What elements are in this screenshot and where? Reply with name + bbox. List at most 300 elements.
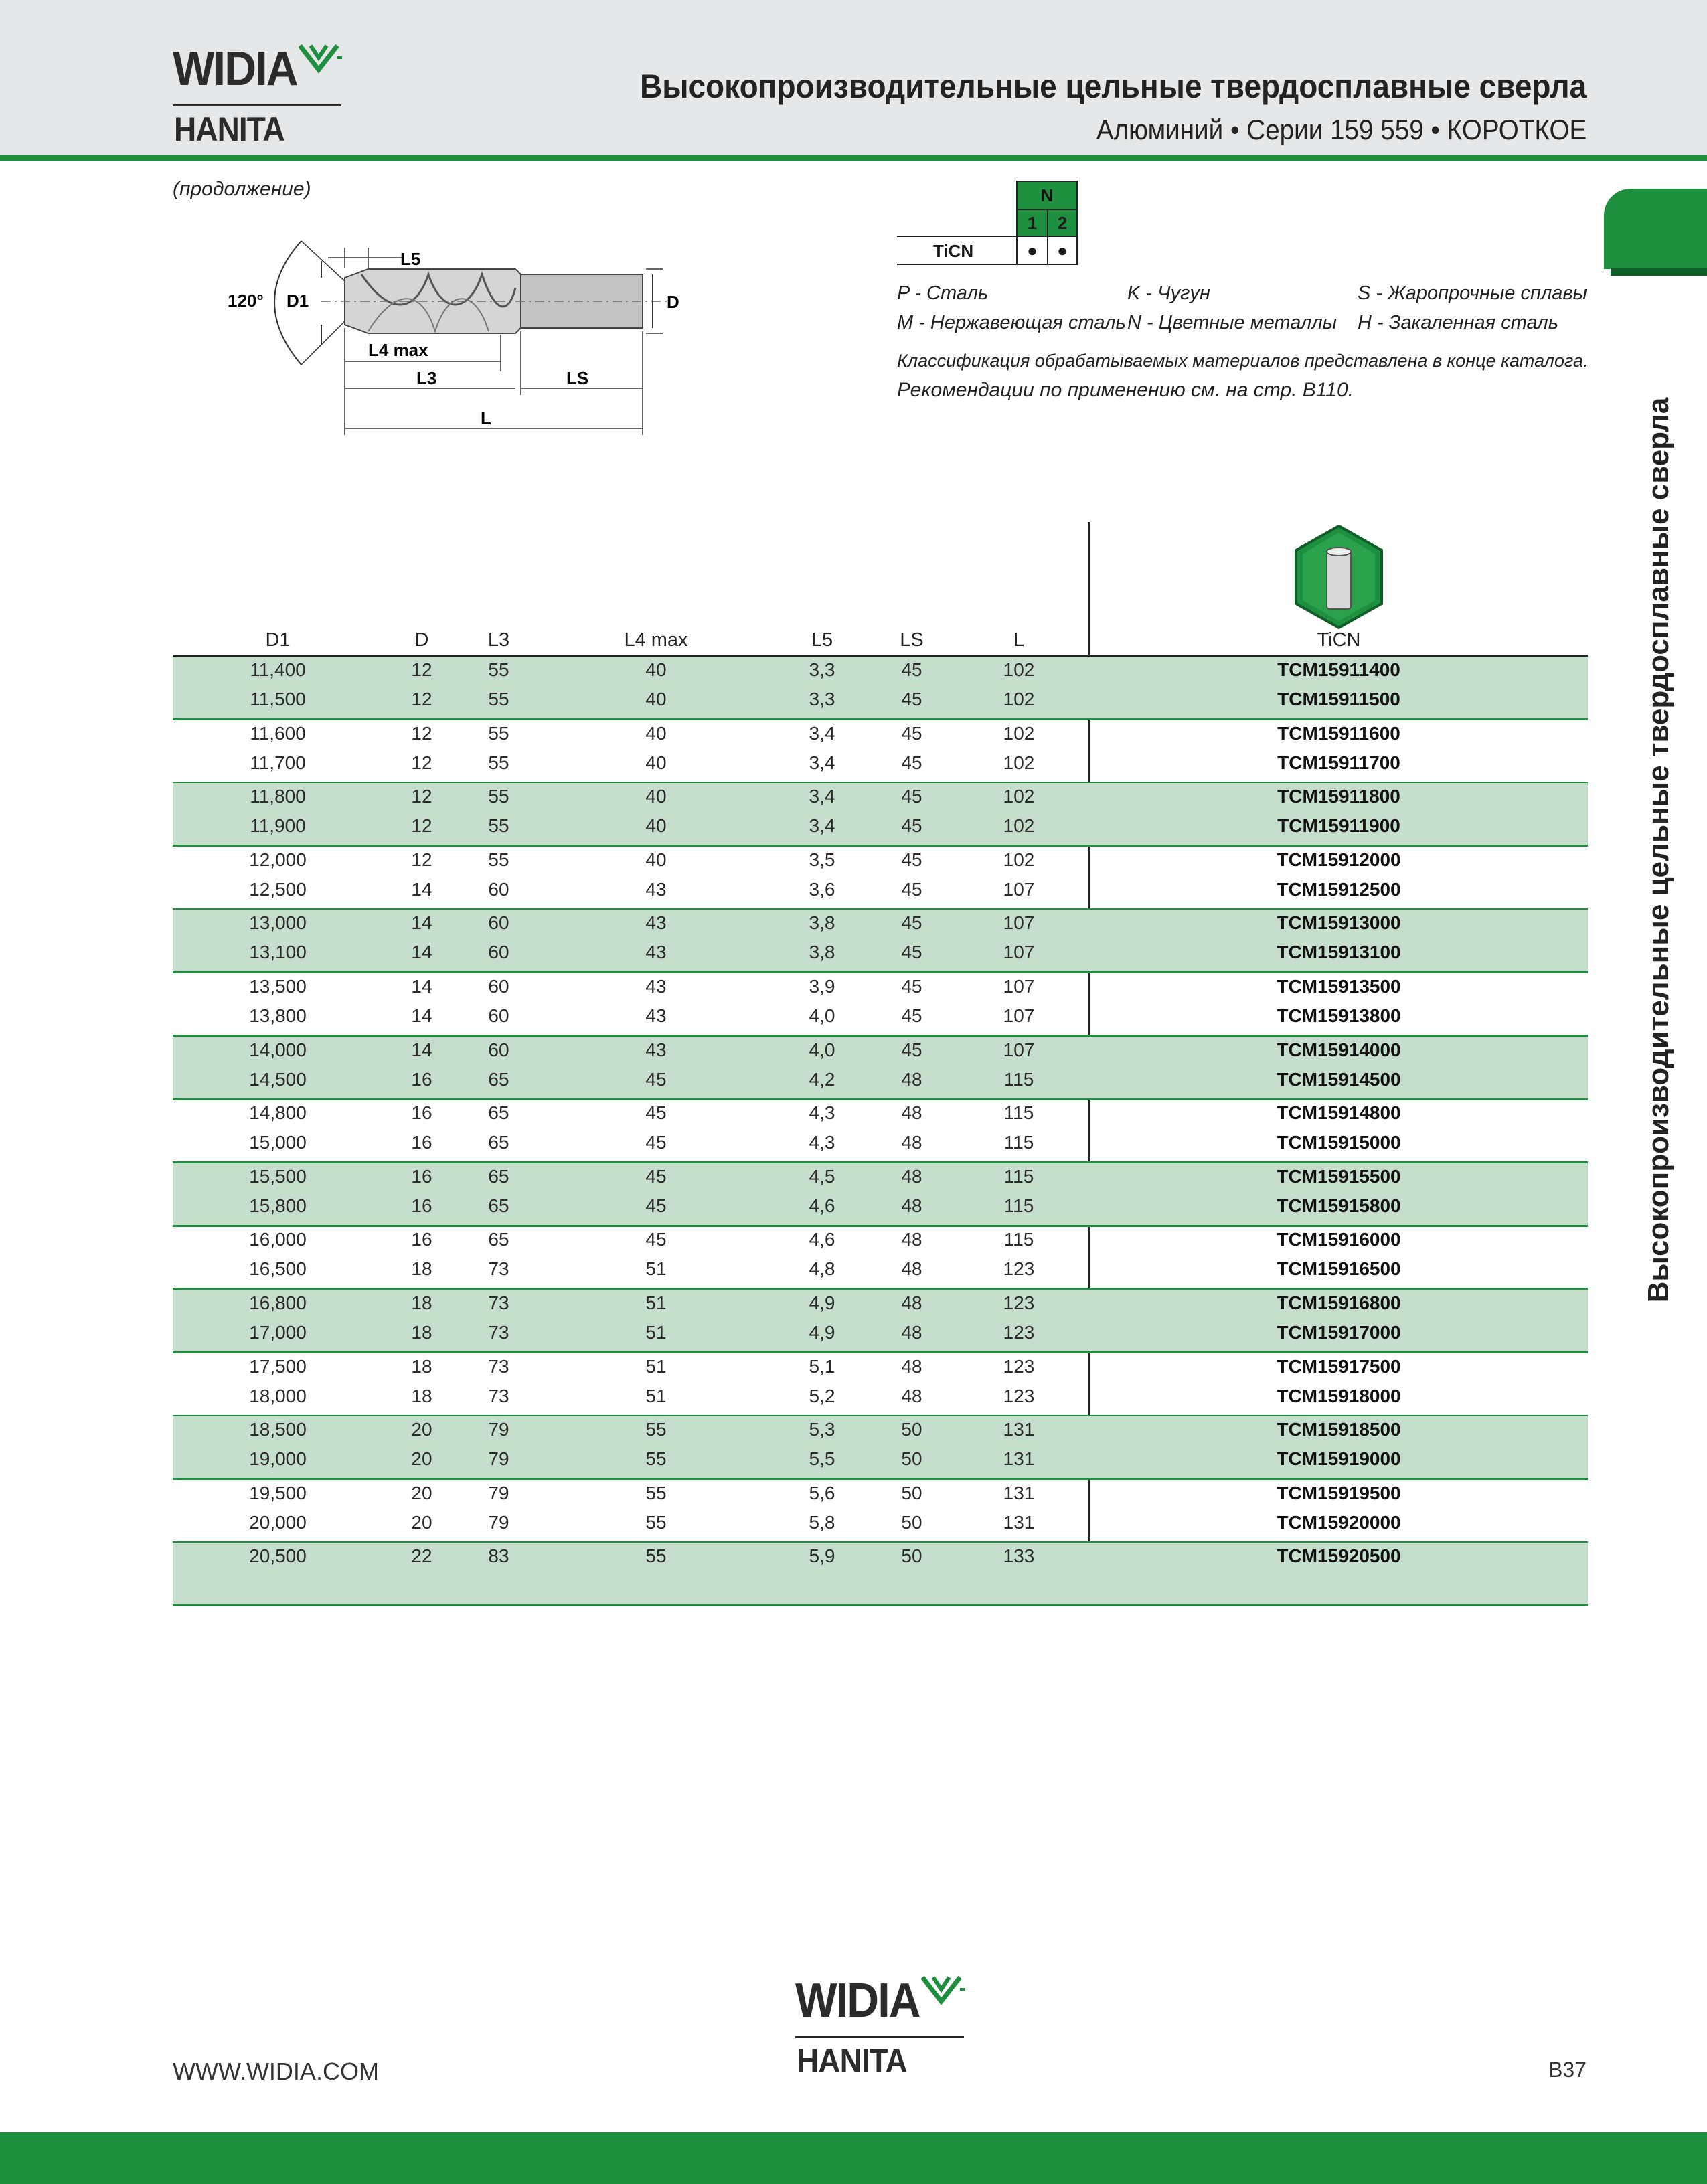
header-rule [0,155,1707,161]
table-row-group [173,1353,1588,1417]
cell-d: 18 [411,1355,432,1377]
cell-l: 123 [1003,1385,1035,1406]
cell-l3: 55 [488,752,509,773]
table-row [173,1226,1588,1256]
cell-code: TCM15915000 [1277,1132,1401,1153]
cell-d1: 17,500 [249,1355,307,1377]
cell-d1: 11,900 [250,815,306,837]
cell-d: 12 [411,689,432,709]
cell-d1: 13,000 [249,912,307,934]
cell-l3: 79 [488,1482,509,1503]
cell-l5: 5,9 [809,1545,835,1567]
material-subgroup-1: 1 [1016,209,1048,237]
column-header-l5: L5 [811,629,833,651]
cell-l5: 5,8 [809,1511,835,1533]
cell-d: 20 [411,1419,432,1440]
legend-p: P - Сталь [897,282,989,304]
cell-l4max: 45 [645,1195,667,1216]
material-subgroup-2: 2 [1047,209,1078,237]
cell-d1: 14,800 [249,1102,307,1124]
cell-l: 102 [1003,849,1035,870]
cell-d: 16 [411,1068,432,1090]
cell-code: TCM15920500 [1277,1545,1401,1567]
cell-code: TCM15918500 [1277,1419,1401,1440]
cell-l5: 4,0 [809,1039,835,1060]
diagram-label-angle: 120° [228,290,264,311]
cell-ls: 45 [901,659,922,680]
cell-l5: 4,8 [809,1258,835,1280]
cell-ls: 45 [901,878,922,900]
table-row [173,1256,1588,1285]
cell-l4max: 45 [645,1068,667,1090]
cell-ls: 45 [901,752,922,773]
cell-ls: 50 [901,1482,922,1503]
cell-d: 18 [411,1292,432,1313]
cell-l4max: 45 [645,1165,667,1187]
table-row-group [173,657,1588,720]
cell-l: 107 [1003,976,1035,997]
cell-l5: 5,1 [809,1355,835,1377]
cell-ls: 48 [901,1132,922,1153]
cell-code: TCM15911400 [1277,659,1400,680]
cell-l4max: 45 [645,1132,667,1153]
cell-l5: 3,3 [809,659,835,680]
table-row [173,1003,1588,1032]
cell-l3: 60 [488,1039,509,1060]
cell-ls: 45 [901,689,922,709]
cell-l3: 65 [488,1132,509,1153]
footer-logo [795,1973,969,2080]
cell-code: TCM15913000 [1277,912,1401,934]
material-coating-label: TiCN [933,241,974,261]
cell-d: 18 [411,1322,432,1343]
cell-d: 16 [411,1229,432,1250]
table-row-group [173,1416,1588,1480]
cell-l4max: 51 [645,1355,667,1377]
cell-l4max: 40 [645,659,667,680]
cell-l4max: 45 [645,1102,667,1124]
column-header-l3: L3 [487,629,510,651]
cell-code: TCM15913100 [1277,942,1401,963]
cell-l: 102 [1003,659,1035,680]
footer-logo-chevron-icon [921,1973,968,2007]
cell-l3: 79 [488,1448,509,1470]
table-row-group [173,847,1588,910]
cell-d1: 12,000 [249,849,307,870]
cell-l4max: 55 [645,1511,667,1533]
cell-l4max: 40 [645,722,667,744]
material-mark-2: ● [1047,236,1078,265]
cell-l3: 79 [488,1419,509,1440]
cell-d1: 15,800 [249,1195,307,1216]
cell-d: 12 [411,752,432,773]
table-row [173,1037,1588,1066]
table-row [173,1066,1588,1096]
cell-l4max: 43 [645,878,667,900]
table-row [173,1129,1588,1159]
cell-l5: 4,3 [809,1102,835,1124]
cell-ls: 45 [901,942,922,963]
cell-code: TCM15915800 [1277,1195,1401,1216]
cell-l4max: 55 [645,1482,667,1503]
table-row [173,1163,1588,1193]
diagram-label-l: L [481,408,491,428]
cell-l: 107 [1003,1039,1035,1060]
cell-l4max: 55 [645,1545,667,1567]
cell-l: 115 [1003,1102,1034,1124]
cell-l5: 4,9 [809,1322,835,1343]
cell-d1: 11,600 [250,722,306,744]
table-row [173,847,1588,876]
cell-code: TCM15913500 [1277,976,1401,997]
page-subtitle: Алюминий • Серии 159 559 • КОРОТКОЕ [1096,114,1587,145]
page-title: Высокопроизводительные цельные твердосплавные сверла [639,68,1587,105]
material-row-rule [897,236,1018,237]
cell-l3: 83 [488,1545,509,1567]
footer-url-link[interactable]: WWW.WIDIA.COM [173,2057,379,2085]
cell-l: 123 [1003,1258,1035,1280]
diagram-label-l3: L3 [416,368,437,388]
cell-l5: 3,9 [809,976,835,997]
cell-l3: 73 [488,1355,509,1377]
cell-d: 20 [411,1511,432,1533]
footer-logo-divider [795,2036,964,2038]
cell-ls: 45 [901,849,922,870]
cell-l5: 4,3 [809,1132,835,1153]
cell-l4max: 40 [645,752,667,773]
cell-d1: 15,000 [249,1132,307,1153]
cell-ls: 45 [901,786,922,807]
cell-d: 12 [411,815,432,837]
column-header-ticn: TiCN [1317,629,1361,651]
cell-l: 102 [1003,752,1035,773]
cell-ls: 45 [901,1039,922,1060]
cell-ls: 50 [901,1545,922,1567]
cell-code: TCM15920000 [1277,1511,1401,1533]
cell-d1: 14,000 [249,1039,307,1060]
cell-l: 115 [1003,1229,1034,1250]
logo-divider [173,104,341,106]
cell-l5: 5,6 [809,1482,835,1503]
cell-d1: 13,500 [249,976,307,997]
cell-l4max: 51 [645,1258,667,1280]
cell-ls: 48 [901,1385,922,1406]
cell-l: 102 [1003,786,1035,807]
cell-d: 12 [411,786,432,807]
cell-ls: 48 [901,1229,922,1250]
cell-d: 22 [411,1545,432,1567]
logo-hanita-text: HANITA [174,110,284,148]
cell-d1: 14,500 [249,1068,307,1090]
cell-l4max: 51 [645,1385,667,1406]
cell-ls: 48 [901,1292,922,1313]
cell-l3: 65 [488,1229,509,1250]
legend-h: H - Закаленная сталь [1358,312,1558,333]
cell-code: TCM15913800 [1277,1005,1401,1026]
cell-code: TCM15918000 [1277,1385,1401,1406]
cell-l4max: 40 [645,849,667,870]
cell-d1: 18,500 [249,1419,307,1440]
cell-l3: 65 [488,1102,509,1124]
table-row [173,1319,1588,1349]
cell-code: TCM15917000 [1277,1322,1401,1343]
logo-widia-text: WIDIA [173,42,297,96]
cell-d1: 20,500 [249,1545,307,1567]
cell-l3: 55 [488,689,509,709]
section-tab [1604,189,1707,269]
cell-d1: 18,000 [249,1385,307,1406]
cell-code: TCM15914800 [1277,1102,1401,1124]
table-row [173,1100,1588,1129]
footer-logo-hanita-text: HANITA [797,2042,907,2080]
column-header-l4max: L4 max [624,629,688,651]
legend-k: K - Чугун [1127,282,1210,304]
cell-l: 102 [1003,722,1035,744]
cell-d: 12 [411,659,432,680]
cell-ls: 50 [901,1448,922,1470]
cell-d1: 17,000 [249,1322,307,1343]
cell-l4max: 43 [645,1039,667,1060]
cell-ls: 48 [901,1322,922,1343]
cell-d1: 11,800 [250,786,306,807]
table-row [173,1353,1588,1383]
cell-l4max: 51 [645,1292,667,1313]
cell-code: TCM15911500 [1277,689,1400,709]
cell-d: 14 [411,942,432,963]
cell-l: 115 [1003,1195,1034,1216]
cell-d1: 11,400 [250,659,306,680]
cell-code: TCM15912500 [1277,878,1401,900]
cell-l: 115 [1003,1068,1034,1090]
diagram-label-l5: L5 [400,249,421,269]
cell-l: 115 [1003,1165,1034,1187]
cell-ls: 50 [901,1511,922,1533]
cell-d1: 12,500 [249,878,307,900]
cell-l3: 60 [488,912,509,934]
footer-logo-widia-text: WIDIA [795,1974,920,2027]
cell-l4max: 51 [645,1322,667,1343]
table-row [173,1543,1588,1572]
cell-l5: 3,3 [809,689,835,709]
cell-l3: 79 [488,1511,509,1533]
cell-l: 107 [1003,912,1035,934]
continuation-label: (продолжение) [173,178,311,200]
cell-l: 133 [1003,1545,1035,1567]
material-row-rule-bottom [897,264,1018,265]
cell-l5: 4,9 [809,1292,835,1313]
table-row-group [173,1480,1588,1543]
cell-d: 16 [411,1195,432,1216]
cell-ls: 45 [901,722,922,744]
cell-ls: 45 [901,976,922,997]
cell-ls: 48 [901,1102,922,1124]
cell-l: 123 [1003,1322,1035,1343]
table-row-group [173,1226,1588,1290]
cell-l4max: 40 [645,815,667,837]
table-row [173,910,1588,939]
cell-code: TCM15912000 [1277,849,1401,870]
cell-code: TCM15911700 [1277,752,1400,773]
table-row [173,750,1588,779]
side-section-title: Высокопроизводительные цельные твердосплавные сверла [1642,397,1675,1303]
table-row [173,657,1588,686]
cell-l3: 65 [488,1165,509,1187]
cell-l: 107 [1003,942,1035,963]
cell-l3: 60 [488,942,509,963]
cell-code: TCM15911600 [1277,722,1400,744]
cell-l: 123 [1003,1292,1035,1313]
cell-ls: 48 [901,1355,922,1377]
table-row-group [173,973,1588,1037]
cell-l: 123 [1003,1355,1035,1377]
cell-l: 115 [1003,1132,1034,1153]
cell-l3: 73 [488,1385,509,1406]
table-row-group [173,720,1588,784]
cell-l: 102 [1003,815,1035,837]
cell-l4max: 43 [645,942,667,963]
table-row [173,813,1588,842]
cell-l5: 3,4 [809,722,835,744]
diagram-label-d1: D1 [287,290,309,311]
table-row [173,720,1588,750]
cell-l3: 55 [488,786,509,807]
cell-d: 18 [411,1258,432,1280]
cell-l: 131 [1003,1482,1035,1503]
legend-m: M - Нержавеющая сталь [897,312,1126,333]
table-row [173,686,1588,716]
column-header-d: D [414,629,429,651]
diagram-label-l4max: L4 max [368,340,428,360]
table-row [173,1446,1588,1475]
table-row-group [173,1037,1588,1100]
cell-ls: 45 [901,1005,922,1026]
table-row-group [173,1543,1588,1606]
column-header-l: L [1013,629,1025,651]
table-row [173,1416,1588,1446]
cell-code: TCM15916800 [1277,1292,1401,1313]
section-tab-shadow [1611,268,1707,276]
table-row-group [173,1100,1588,1163]
table-row [173,1480,1588,1509]
cell-l: 102 [1003,689,1035,709]
cell-d1: 16,800 [249,1292,307,1313]
cell-code: TCM15915500 [1277,1165,1401,1187]
legend-n: N - Цветные металлы [1127,312,1337,333]
cell-l3: 60 [488,878,509,900]
cell-d1: 13,100 [249,942,307,963]
cell-l5: 3,5 [809,849,835,870]
cell-d: 14 [411,976,432,997]
cell-l: 131 [1003,1419,1035,1440]
cell-ls: 45 [901,912,922,934]
table-row [173,939,1588,969]
cell-d: 20 [411,1448,432,1470]
cell-l5: 4,6 [809,1229,835,1250]
cell-d1: 16,000 [249,1229,307,1250]
table-row-group [173,1290,1588,1353]
cell-l3: 65 [488,1068,509,1090]
cell-d: 16 [411,1102,432,1124]
cell-l3: 73 [488,1258,509,1280]
cell-d: 16 [411,1132,432,1153]
cell-code: TCM15919500 [1277,1482,1401,1503]
logo-chevron-icon [299,41,345,75]
cell-l5: 4,5 [809,1165,835,1187]
cell-l4max: 40 [645,786,667,807]
cell-code: TCM15914000 [1277,1039,1401,1060]
legend-s: S - Жаропрочные сплавы [1358,282,1587,304]
cell-l5: 4,6 [809,1195,835,1216]
cell-ls: 48 [901,1165,922,1187]
cell-d1: 11,700 [250,752,306,773]
cell-code: TCM15919000 [1277,1448,1401,1470]
table-row [173,1509,1588,1539]
cell-code: TCM15917500 [1277,1355,1401,1377]
cell-l4max: 55 [645,1419,667,1440]
cell-l3: 55 [488,659,509,680]
cell-d1: 13,800 [249,1005,307,1026]
cell-l: 131 [1003,1448,1035,1470]
cell-l5: 5,3 [809,1419,835,1440]
cell-l5: 3,8 [809,942,835,963]
table-row-group [173,910,1588,973]
cell-d: 12 [411,722,432,744]
cell-code: TCM15916500 [1277,1258,1401,1280]
cell-l5: 3,8 [809,912,835,934]
cell-l: 131 [1003,1511,1035,1533]
cell-d: 14 [411,878,432,900]
cell-l3: 65 [488,1195,509,1216]
cell-d: 14 [411,1005,432,1026]
header-logo [173,41,347,149]
cell-code: TCM15911900 [1277,815,1400,837]
table-row [173,1290,1588,1319]
column-header-d1: D1 [265,629,291,651]
cell-d: 16 [411,1165,432,1187]
table-row [173,973,1588,1003]
cell-l5: 5,5 [809,1448,835,1470]
cell-l5: 3,4 [809,786,835,807]
cell-l: 107 [1003,1005,1035,1026]
cell-d1: 19,500 [249,1482,307,1503]
column-header-ls: LS [900,629,924,651]
material-mark-1: ● [1016,236,1048,265]
cell-code: TCM15914500 [1277,1068,1401,1090]
cell-code: TCM15916000 [1277,1229,1401,1250]
diagram-label-ls: LS [566,368,589,388]
cell-l5: 3,6 [809,878,835,900]
cell-d: 20 [411,1482,432,1503]
coating-hexagon-icon [1292,523,1386,631]
table-row [173,1193,1588,1222]
cell-d: 12 [411,849,432,870]
cell-l5: 3,4 [809,815,835,837]
cell-d: 14 [411,1039,432,1060]
table-row [173,876,1588,906]
table-row-group [173,783,1588,847]
cell-code: TCM15911800 [1277,786,1400,807]
cell-l3: 60 [488,976,509,997]
cell-l4max: 43 [645,1005,667,1026]
page-number: B37 [1548,2057,1587,2082]
cell-l3: 55 [488,722,509,744]
cell-d1: 20,000 [249,1511,307,1533]
cell-l4max: 43 [645,976,667,997]
drill-diagram [201,221,683,448]
cell-l5: 4,0 [809,1005,835,1026]
cell-l3: 55 [488,815,509,837]
cell-l4max: 45 [645,1229,667,1250]
